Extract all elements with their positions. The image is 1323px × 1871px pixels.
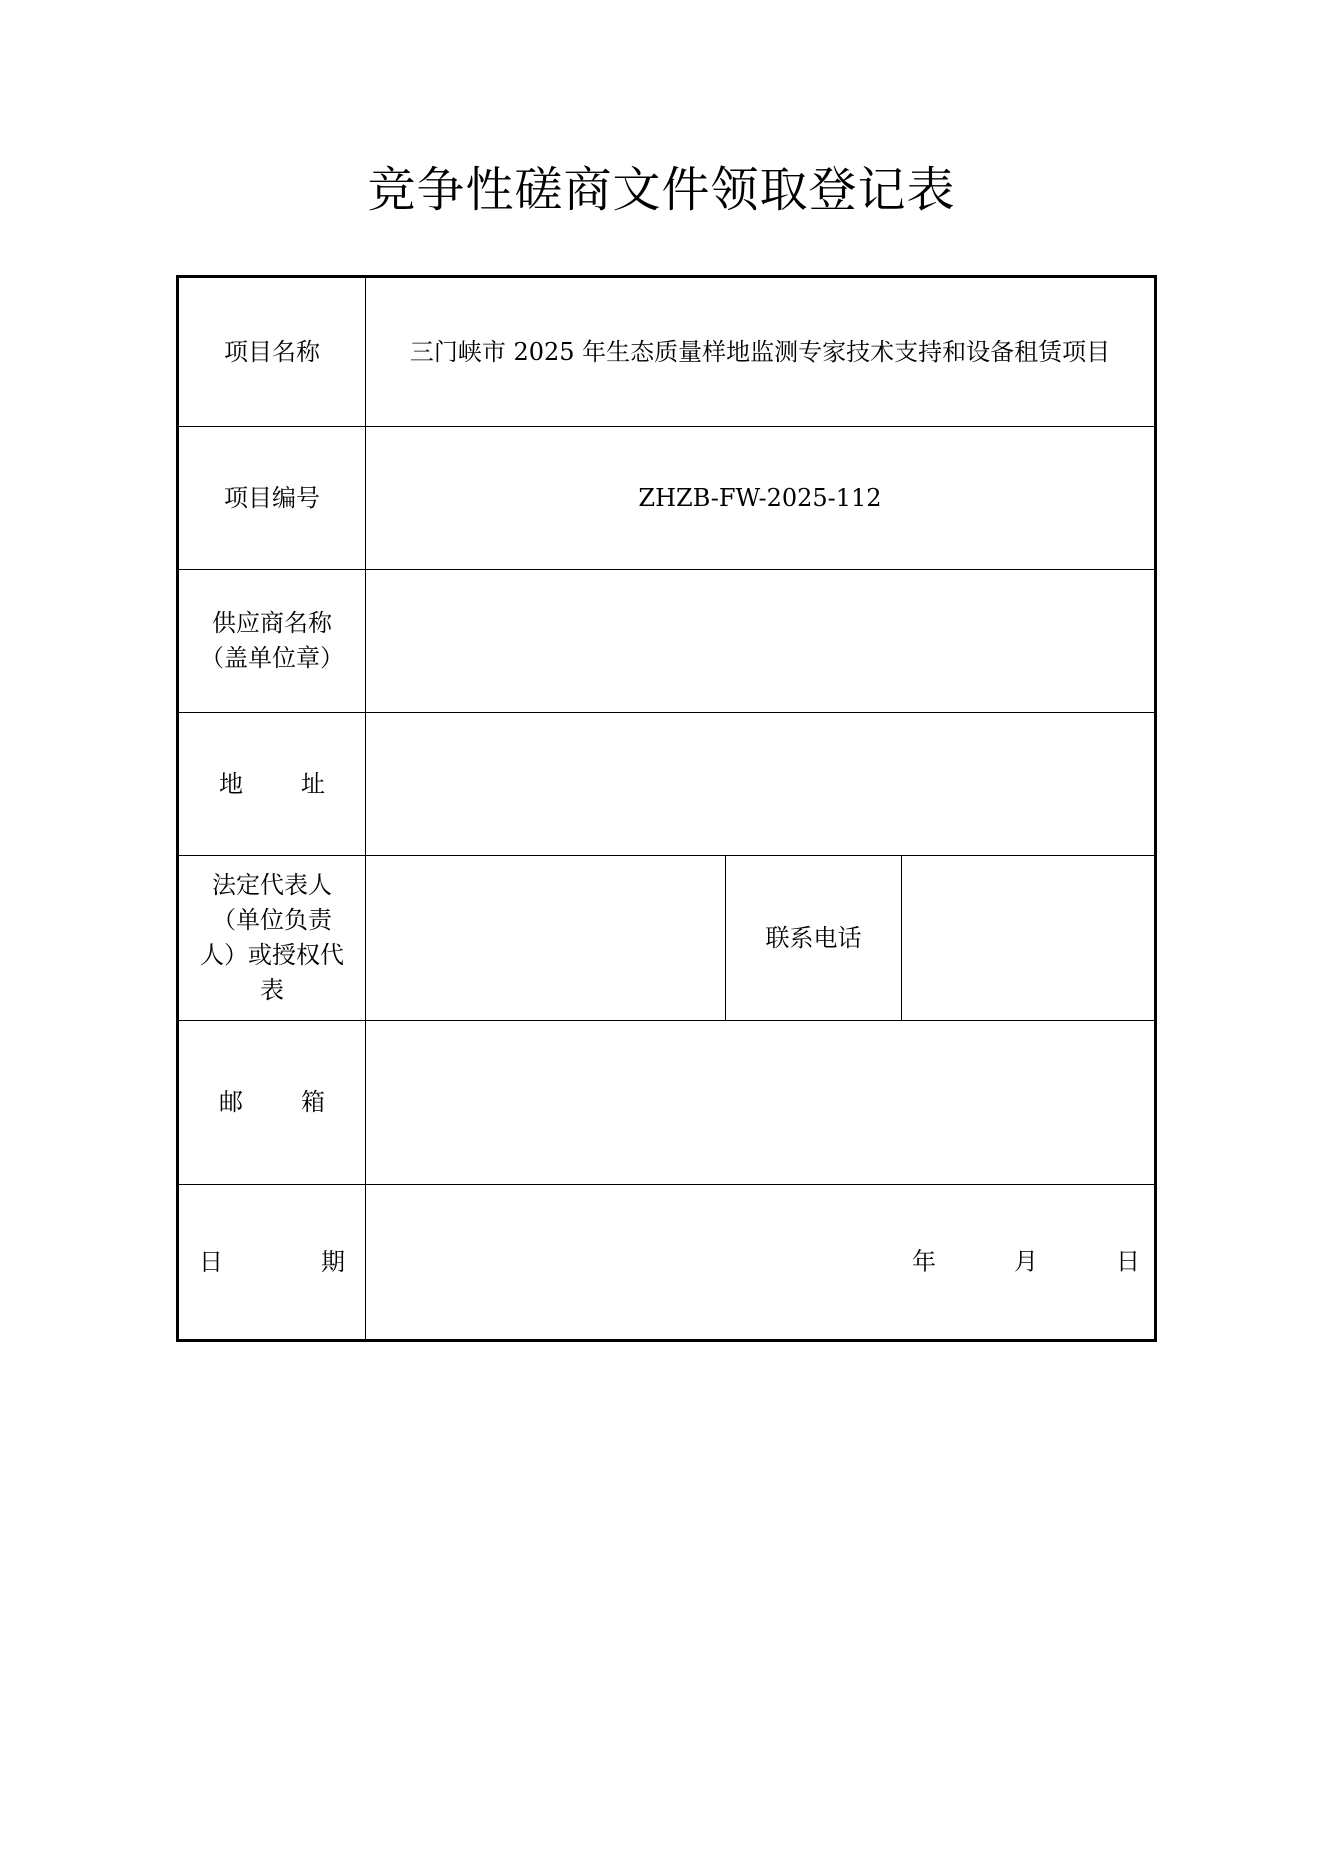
project-number-row <box>178 427 1156 570</box>
phone-field[interactable] <box>902 856 1156 1021</box>
project-name-value: 三门峡市 2025 年生态质量样地监测专家技术支持和设备租赁项目 <box>409 337 1111 366</box>
date-label-char2: 期 <box>321 1247 345 1276</box>
date-year-label: 年 <box>912 1247 937 1276</box>
supplier-name-label <box>178 570 366 713</box>
address-label-char2: 址 <box>301 769 325 798</box>
date-parts <box>912 1245 1140 1280</box>
email-row <box>178 1021 1156 1185</box>
date-label-char1: 日 <box>199 1247 223 1276</box>
project-number-value-cell <box>366 427 1156 570</box>
email-field[interactable] <box>366 1021 1156 1185</box>
project-name-row <box>178 277 1156 427</box>
legal-rep-row <box>178 856 1156 1021</box>
email-label-char2: 箱 <box>301 1088 325 1116</box>
date-row <box>178 1185 1156 1341</box>
date-month-label: 月 <box>1014 1247 1039 1276</box>
legal-rep-label <box>178 856 366 1021</box>
address-field[interactable] <box>366 713 1156 856</box>
legal-rep-label-line4: 表 <box>260 976 284 1004</box>
project-number-value: ZHZB-FW-2025-112 <box>638 483 882 512</box>
date-day-label: 日 <box>1116 1247 1141 1276</box>
address-label <box>178 713 366 856</box>
legal-rep-label-line2: （单位负责 <box>212 906 332 934</box>
project-number-label: 项目编号 <box>178 427 366 570</box>
registration-form-table <box>176 275 1157 1342</box>
email-label-char1: 邮 <box>219 1088 243 1116</box>
address-row <box>178 713 1156 856</box>
legal-rep-field[interactable] <box>366 856 726 1021</box>
date-field[interactable] <box>366 1185 1156 1341</box>
date-label <box>178 1185 366 1341</box>
supplier-name-field[interactable] <box>366 570 1156 713</box>
supplier-name-label-line1: 供应商名称 <box>212 609 332 637</box>
project-name-value-cell <box>366 277 1156 427</box>
project-name-label: 项目名称 <box>178 277 366 427</box>
supplier-name-label-line2: （盖单位章） <box>200 644 344 672</box>
email-label <box>178 1021 366 1185</box>
address-label-char1: 地 <box>219 769 243 798</box>
legal-rep-label-line1: 法定代表人 <box>212 871 332 899</box>
phone-label: 联系电话 <box>726 856 902 1021</box>
legal-rep-label-line3: 人）或授权代 <box>200 941 344 969</box>
supplier-name-row <box>178 570 1156 713</box>
page-title: 竞争性磋商文件领取登记表 <box>367 162 956 218</box>
